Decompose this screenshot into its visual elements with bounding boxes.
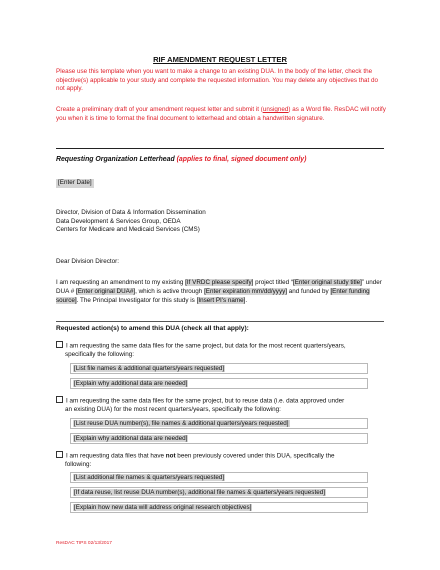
option-2 (56, 396, 384, 415)
body-text: and funded by (287, 288, 331, 296)
vrdc-field[interactable]: [If VRDC please specify] (185, 279, 254, 286)
option-3 (56, 451, 384, 470)
requested-actions-heading: Requested action(s) to amend this DUA (check all that apply): (56, 325, 249, 332)
option-2-field-2[interactable] (70, 433, 368, 444)
body-text: , which is active through (135, 288, 205, 296)
letterhead-label: Requesting Organization Letterhead (56, 156, 177, 163)
field-text: [List file names & additional quarters/years requested] (74, 365, 225, 372)
body-text: . (245, 297, 248, 305)
body-text: ” under DUA # (56, 279, 382, 296)
body-text: . The Principal Investigator for this study is (76, 297, 197, 305)
option-1-field-2[interactable] (70, 378, 368, 389)
option-1-field-1[interactable] (70, 363, 368, 374)
funding-source-field[interactable]: [Enter funding source] (56, 288, 370, 305)
address-block (56, 209, 386, 235)
option-3-field-3[interactable] (70, 502, 368, 513)
option-2-field-1[interactable] (70, 418, 368, 429)
option-3-field-2[interactable] (70, 487, 368, 498)
instruction-paragraph-2 (56, 106, 386, 123)
field-text: [Explain why additional data are needed] (74, 380, 188, 387)
instruction-text: Create a preliminary draft of your amendment request letter and submit it ( (56, 106, 263, 113)
footer-note: ResDAC TIPS 02/13/2017 (56, 541, 112, 546)
page-title: RIF AMENDMENT REQUEST LETTER (153, 55, 287, 64)
option-3-field-1[interactable] (70, 472, 368, 483)
field-text: [List reuse DUA number(s), file names & additional quarters/years requested] (74, 420, 289, 427)
dua-number-field[interactable]: [Enter original DUA#] (75, 288, 136, 296)
option-1-text: I am requesting the same data files for the same project, but data for the most recent quarters/years, (66, 342, 346, 350)
field-text: [List additional file names & quarters/years requested] (74, 474, 225, 481)
date-field[interactable]: [Enter Date] (58, 179, 92, 186)
option-3-text-a: I am requesting data files that have (66, 452, 166, 460)
option-2-text-cont: an existing DUA) for the most recent quarters/years, specifically the following: (65, 406, 281, 413)
address-line-2: Data Development & Services Group, OEDA (56, 217, 181, 225)
option-2-text: I am requesting the same data files for the same project, but to reuse data (i.e. data approved under (66, 397, 345, 405)
option-1-text-cont: specifically the following: (65, 351, 134, 358)
field-text: [If data reuse, list reuse DUA number(s), additional file names & quarters/years requested] (74, 489, 325, 496)
option-1-checkbox[interactable] (56, 341, 63, 348)
letterhead-note: (applies to final, signed document only) (176, 156, 307, 163)
option-3-text (66, 453, 334, 460)
letterhead-heading (56, 155, 306, 164)
body-paragraph (56, 278, 386, 305)
body-text: project titled “ (253, 279, 293, 286)
option-1 (56, 341, 384, 360)
body-text: I am requesting an amendment to my existing (56, 279, 186, 286)
section-divider (56, 321, 384, 322)
pi-name-field[interactable]: [Insert PI's name] (196, 297, 246, 305)
section-divider (56, 148, 384, 149)
instruction-unsigned: unsigned (262, 106, 289, 113)
salutation: Dear Division Director: (56, 258, 119, 265)
instruction-text: ) as a Word file. ResDAC will notify you when it is time to format the final document to letterhead and obtain a handwritten signature. (56, 106, 386, 122)
study-title-field[interactable]: [Enter original study title] (292, 279, 362, 286)
option-3-checkbox[interactable] (56, 451, 63, 458)
option-3-text-cont: following: (65, 461, 92, 468)
expiration-field[interactable]: [Enter expiration mm/dd/yyyy] (204, 288, 288, 296)
field-text: [Explain how new data will address original research objectives] (74, 504, 252, 511)
option-3-text-b: been previously covered under this DUA, specifically the (175, 452, 335, 460)
option-2-checkbox[interactable] (56, 396, 63, 403)
address-line-1: Director, Division of Data & Information Dissemination (56, 209, 206, 216)
field-text: [Explain why additional data are needed] (74, 435, 188, 442)
date-line (56, 179, 386, 188)
option-3-text-bold: not (165, 452, 176, 460)
address-line-3: Centers for Medicare and Medicaid Services (CMS) (56, 226, 200, 233)
instruction-paragraph-1: Please use this template when you want to make a change to an existing DUA. In the body of the letter, check the objective(s) applicable to your study and complete the requested information. You may delete any objectives that do not apply. (56, 68, 379, 92)
